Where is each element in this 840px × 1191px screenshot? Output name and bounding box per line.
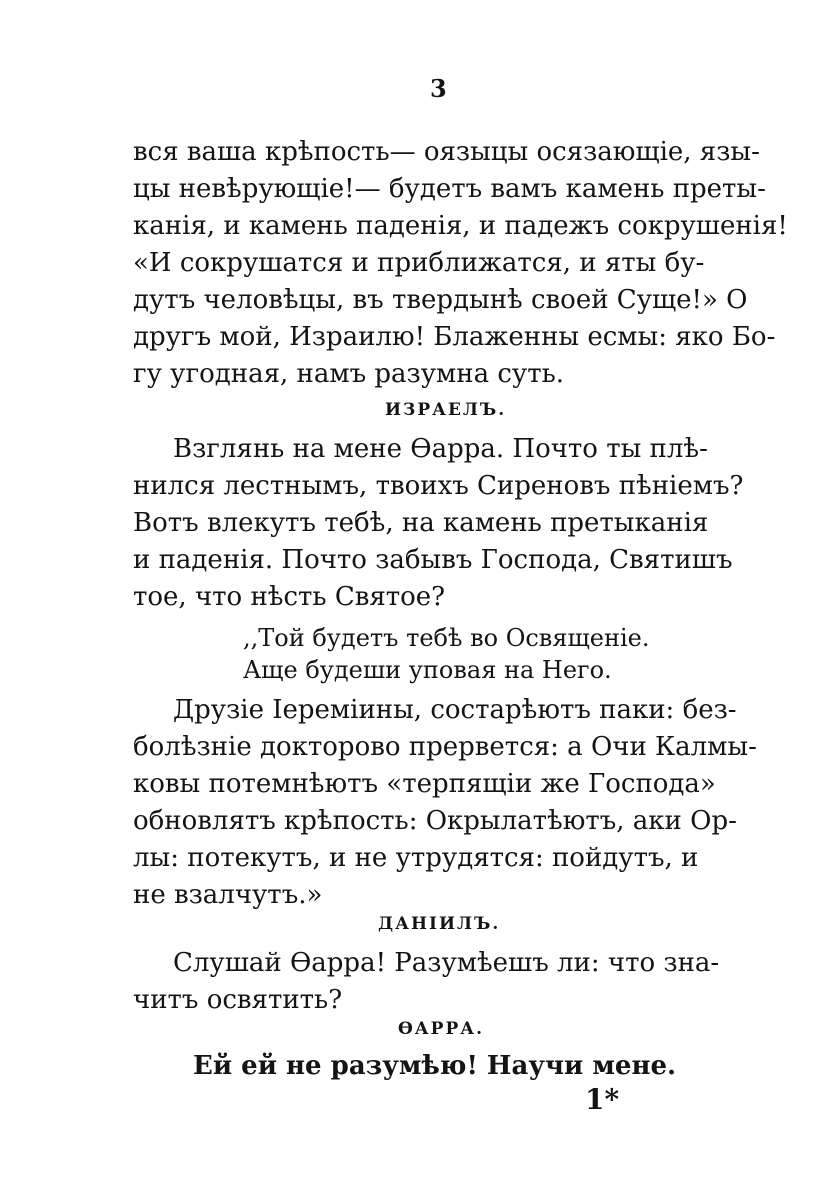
friends-line: ковы потемнѣютъ «терпящіи же Господа»: [133, 769, 716, 799]
quote-line: ,,Той будетъ тебѣ во Освященіе.: [243, 624, 650, 652]
intro-line: канія, и камень паденія, и падежъ сокрушенія!: [133, 211, 788, 241]
intro-line: гу угодная, намъ разумна суть.: [133, 359, 564, 389]
intro-line: вся ваша крѣпость— оязыцы осязающіе, язы-: [133, 137, 760, 167]
speaker-heading-daniel: ДАНІИЛЪ.: [378, 914, 501, 934]
israel-line: и паденія. Почто забывъ Господа, Святишъ: [133, 545, 733, 575]
daniel-line: читъ освятить?: [133, 985, 343, 1015]
farra-line: Ей ей не разумѣю! Научи мене.: [193, 1051, 677, 1081]
intro-line: «И сокрушатся и приближатся, и яты бу-: [133, 248, 705, 278]
friends-line: лы: потекутъ, и не утрудятся: пойдутъ, и: [133, 843, 699, 873]
page-number: 3: [430, 74, 447, 103]
friends-line: обновлятъ крѣпость: Окрылатѣютъ, аки Ор-: [133, 806, 737, 836]
israel-line: Вотъ влекутъ тебѣ, на камень претыканія: [133, 508, 709, 538]
speaker-heading-farra: ӨАРРА.: [398, 1019, 484, 1039]
israel-line: тое, что нѣсть Святое?: [133, 582, 446, 612]
signature-mark: 1*: [585, 1083, 620, 1116]
quote-line: Аще будеши уповая на Него.: [243, 656, 612, 684]
friends-line: не взалчутъ.»: [133, 880, 323, 910]
intro-line: дутъ человѣцы, въ твердынѣ своей Суще!» О: [133, 285, 748, 315]
intro-line: другъ мой, Израилю! Блаженны есмы: яко Бо-: [133, 322, 776, 352]
friends-line: болѣзніе докторово прервется: а Очи Калмы-: [133, 732, 757, 762]
intro-line: цы невѣрующіе!— будетъ вамъ камень преты-: [133, 174, 766, 204]
speaker-heading-israel: ИЗРАЕЛЪ.: [385, 400, 507, 420]
friends-line: Друзіе Іереміины, состарѣютъ паки: без-: [173, 695, 737, 725]
daniel-line: Слушай Өарра! Разумѣешъ ли: что зна-: [173, 948, 720, 978]
israel-line: нился лестнымъ, твоихъ Сиреновъ пѣніемъ?: [133, 471, 744, 501]
israel-line: Взглянь на мене Өарра. Почто ты плѣ-: [173, 434, 708, 464]
